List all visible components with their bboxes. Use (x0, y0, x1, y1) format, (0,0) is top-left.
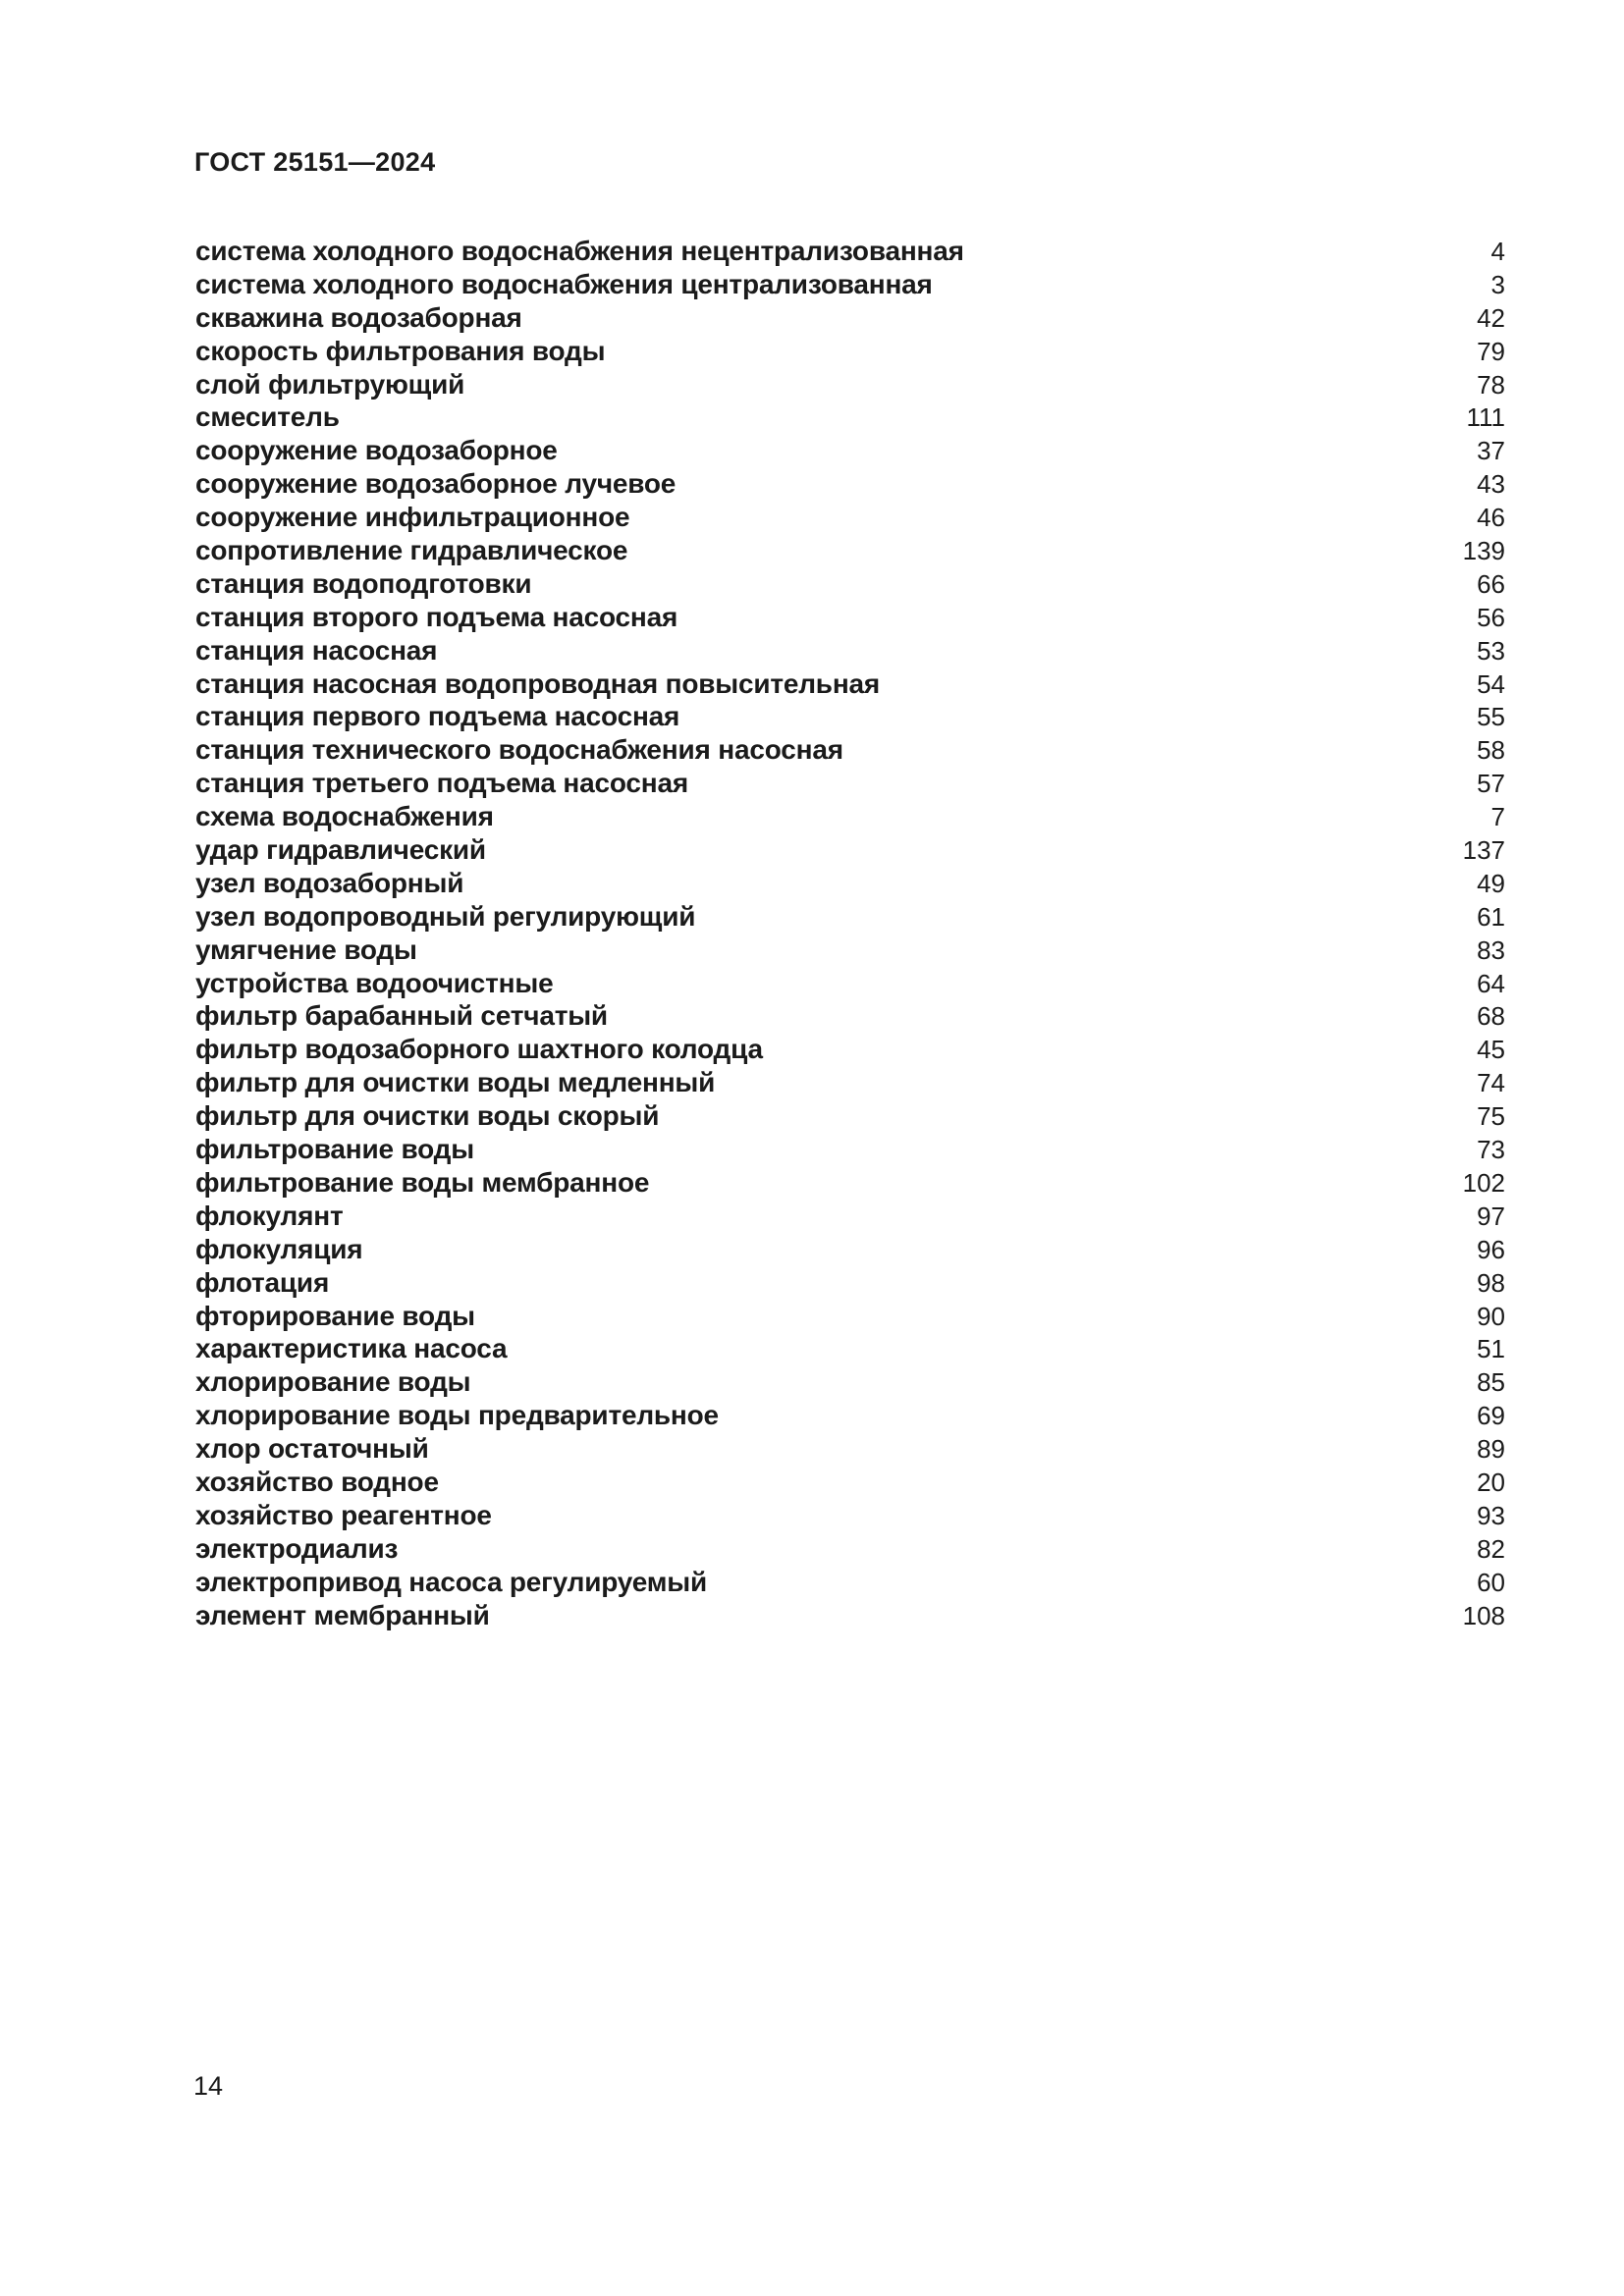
index-entry-row (195, 1500, 1505, 1533)
index-term: слой фильтрующий (195, 368, 465, 400)
index-page-number: 3 (1490, 269, 1505, 299)
index-term: схема водоснабжения (195, 801, 494, 832)
index-page-number: 83 (1477, 934, 1505, 965)
index-page-number: 51 (1477, 1334, 1505, 1364)
index-term: умягчение воды (195, 934, 417, 965)
index-term: сооружение водозаборное (195, 435, 558, 466)
index-term: сооружение водозаборное лучевое (195, 468, 677, 500)
index-term: хлорирование воды (195, 1366, 471, 1398)
index-page-number: 69 (1477, 1401, 1505, 1431)
index-term: флокуляция (195, 1233, 363, 1264)
footer-page-number: 14 (193, 2071, 224, 2101)
index-page-number: 139 (1462, 536, 1505, 566)
index-entry-row (195, 602, 1505, 635)
index-page-number: 90 (1477, 1301, 1505, 1331)
index-term: станция насосная водопроводная повысительная (195, 667, 881, 699)
index-page-number: 53 (1477, 635, 1505, 666)
index-page-number: 78 (1477, 369, 1505, 400)
index-page-number: 89 (1477, 1434, 1505, 1465)
index-page-number: 55 (1477, 702, 1505, 732)
index-entry-row (195, 1333, 1505, 1366)
index-entry-row (195, 1100, 1505, 1134)
index-term: сооружение инфильтрационное (195, 502, 630, 533)
index-page-number: 137 (1462, 835, 1505, 866)
index-term: узел водопроводный регулирующий (195, 900, 696, 932)
index-page-number: 68 (1477, 1001, 1505, 1032)
index-entry-row (195, 269, 1505, 302)
index-term: хозяйство водное (195, 1466, 439, 1497)
index-term: система холодного водоснабжения централизованная (195, 268, 933, 299)
index-term: система холодного водоснабжения нецентрализованная (195, 236, 964, 266)
index-entry-row (195, 1067, 1505, 1100)
index-entry-row (195, 968, 1505, 1001)
index-page-number: 4 (1490, 237, 1505, 266)
index-term: фильтрование воды мембранное (195, 1166, 650, 1198)
index-term: станция водоподготовки (195, 567, 532, 599)
index-term: фильтр водозаборного шахтного колодца (195, 1034, 763, 1065)
index-page-number: 60 (1477, 1567, 1505, 1597)
index-term: скважина водозаборная (195, 301, 522, 333)
index-page-number: 46 (1477, 503, 1505, 533)
index-entry-row (195, 568, 1505, 602)
index-term: фильтр барабанный сетчатый (195, 1000, 608, 1032)
index-term: станция технического водоснабжения насосная (195, 734, 843, 766)
index-entry-row (195, 635, 1505, 668)
index-term: сопротивление гидравлическое (195, 535, 628, 566)
index-entry-row (195, 435, 1505, 468)
index-term: хлор остаточный (195, 1433, 429, 1465)
index-term: скорость фильтрования воды (195, 335, 606, 366)
index-term: элемент мембранный (195, 1599, 490, 1630)
index-term: удар гидравлический (195, 834, 486, 866)
page-header-title: ГОСТ 25151—2024 (194, 147, 436, 177)
index-entry-row (195, 302, 1505, 336)
index-page-number: 49 (1477, 868, 1505, 898)
index-entry-row (195, 1301, 1505, 1334)
index-entry-row (195, 701, 1505, 734)
index-entry-row (195, 1433, 1505, 1467)
index-entry-row (195, 236, 1505, 269)
index-entry-row (195, 1234, 1505, 1267)
index-entry-row (195, 1400, 1505, 1433)
index-page-number: 58 (1477, 735, 1505, 766)
index-entry-row (195, 768, 1505, 801)
index-term: станция третьего подъема насосная (195, 768, 688, 799)
index-entry-row (195, 1034, 1505, 1067)
index-term: фильтрование воды (195, 1134, 474, 1165)
index-entry-row (195, 801, 1505, 834)
index-entry-row (195, 901, 1505, 934)
index-page-number: 111 (1466, 402, 1505, 433)
index-entry-row (195, 1533, 1505, 1567)
index-term: станция первого подъема насосная (195, 701, 680, 732)
index-page-number: 66 (1477, 568, 1505, 599)
index-page-number: 79 (1477, 336, 1505, 366)
index-page-number: 98 (1477, 1267, 1505, 1298)
index-page-number: 37 (1477, 436, 1505, 466)
index-entry-row (195, 502, 1505, 535)
index-page-number: 96 (1477, 1234, 1505, 1264)
index-term: узел водозаборный (195, 867, 464, 898)
index-entry-row (195, 734, 1505, 768)
index-entry-row (195, 401, 1505, 435)
index-page-number: 75 (1477, 1101, 1505, 1132)
index-entry-row (195, 1201, 1505, 1234)
index-page-number: 82 (1477, 1533, 1505, 1564)
index-term: хозяйство реагентное (195, 1499, 492, 1530)
index-entry-row (195, 535, 1505, 568)
index-entry-row (195, 1600, 1505, 1633)
index-page-number: 45 (1477, 1035, 1505, 1065)
index-entry-row (195, 868, 1505, 901)
index-page-number: 61 (1477, 901, 1505, 932)
index-entry-row (195, 668, 1505, 702)
index-entry-row (195, 834, 1505, 868)
index-page-number: 97 (1477, 1201, 1505, 1231)
index-term: флотация (195, 1266, 330, 1298)
index-term: фильтр для очистки воды скорый (195, 1100, 660, 1132)
index-page-number: 54 (1477, 668, 1505, 699)
index-term: устройства водоочистные (195, 967, 554, 998)
index-entry-row (195, 336, 1505, 369)
index-page-number: 85 (1477, 1367, 1505, 1398)
index-page-number: 74 (1477, 1068, 1505, 1098)
index-page-number: 43 (1477, 469, 1505, 500)
index-term: смеситель (195, 401, 340, 433)
index-page-number: 57 (1477, 769, 1505, 799)
index-page-number: 42 (1477, 302, 1505, 333)
index-entry-row (195, 1366, 1505, 1400)
index-page-number: 56 (1477, 602, 1505, 632)
index-term: характеристика насоса (195, 1333, 508, 1364)
index-term: фильтр для очистки воды медленный (195, 1067, 716, 1098)
index-page-number: 7 (1490, 802, 1505, 832)
index-term: электропривод насоса регулируемый (195, 1566, 708, 1597)
index-page-number: 108 (1462, 1600, 1505, 1630)
index-term: станция насосная (195, 634, 438, 666)
index-term: флокулянт (195, 1200, 344, 1231)
index-page-number: 93 (1477, 1500, 1505, 1530)
index-entry-row (195, 1267, 1505, 1301)
index-entry-row (195, 1000, 1505, 1034)
index-entry-row (195, 1467, 1505, 1500)
index-term: фторирование воды (195, 1300, 475, 1331)
index-list (195, 236, 1505, 1632)
index-entry-row (195, 1167, 1505, 1201)
index-term: хлорирование воды предварительное (195, 1400, 719, 1431)
index-entry-row (195, 1567, 1505, 1600)
index-entry-row (195, 468, 1505, 502)
index-page-number: 102 (1462, 1167, 1505, 1198)
index-entry-row (195, 1134, 1505, 1167)
index-page-number: 64 (1477, 968, 1505, 998)
index-page-number: 73 (1477, 1135, 1505, 1165)
index-entry-row (195, 369, 1505, 402)
index-term: электродиализ (195, 1532, 399, 1564)
index-page-number: 20 (1477, 1467, 1505, 1497)
index-term: станция второго подъема насосная (195, 601, 678, 632)
index-entry-row (195, 934, 1505, 968)
